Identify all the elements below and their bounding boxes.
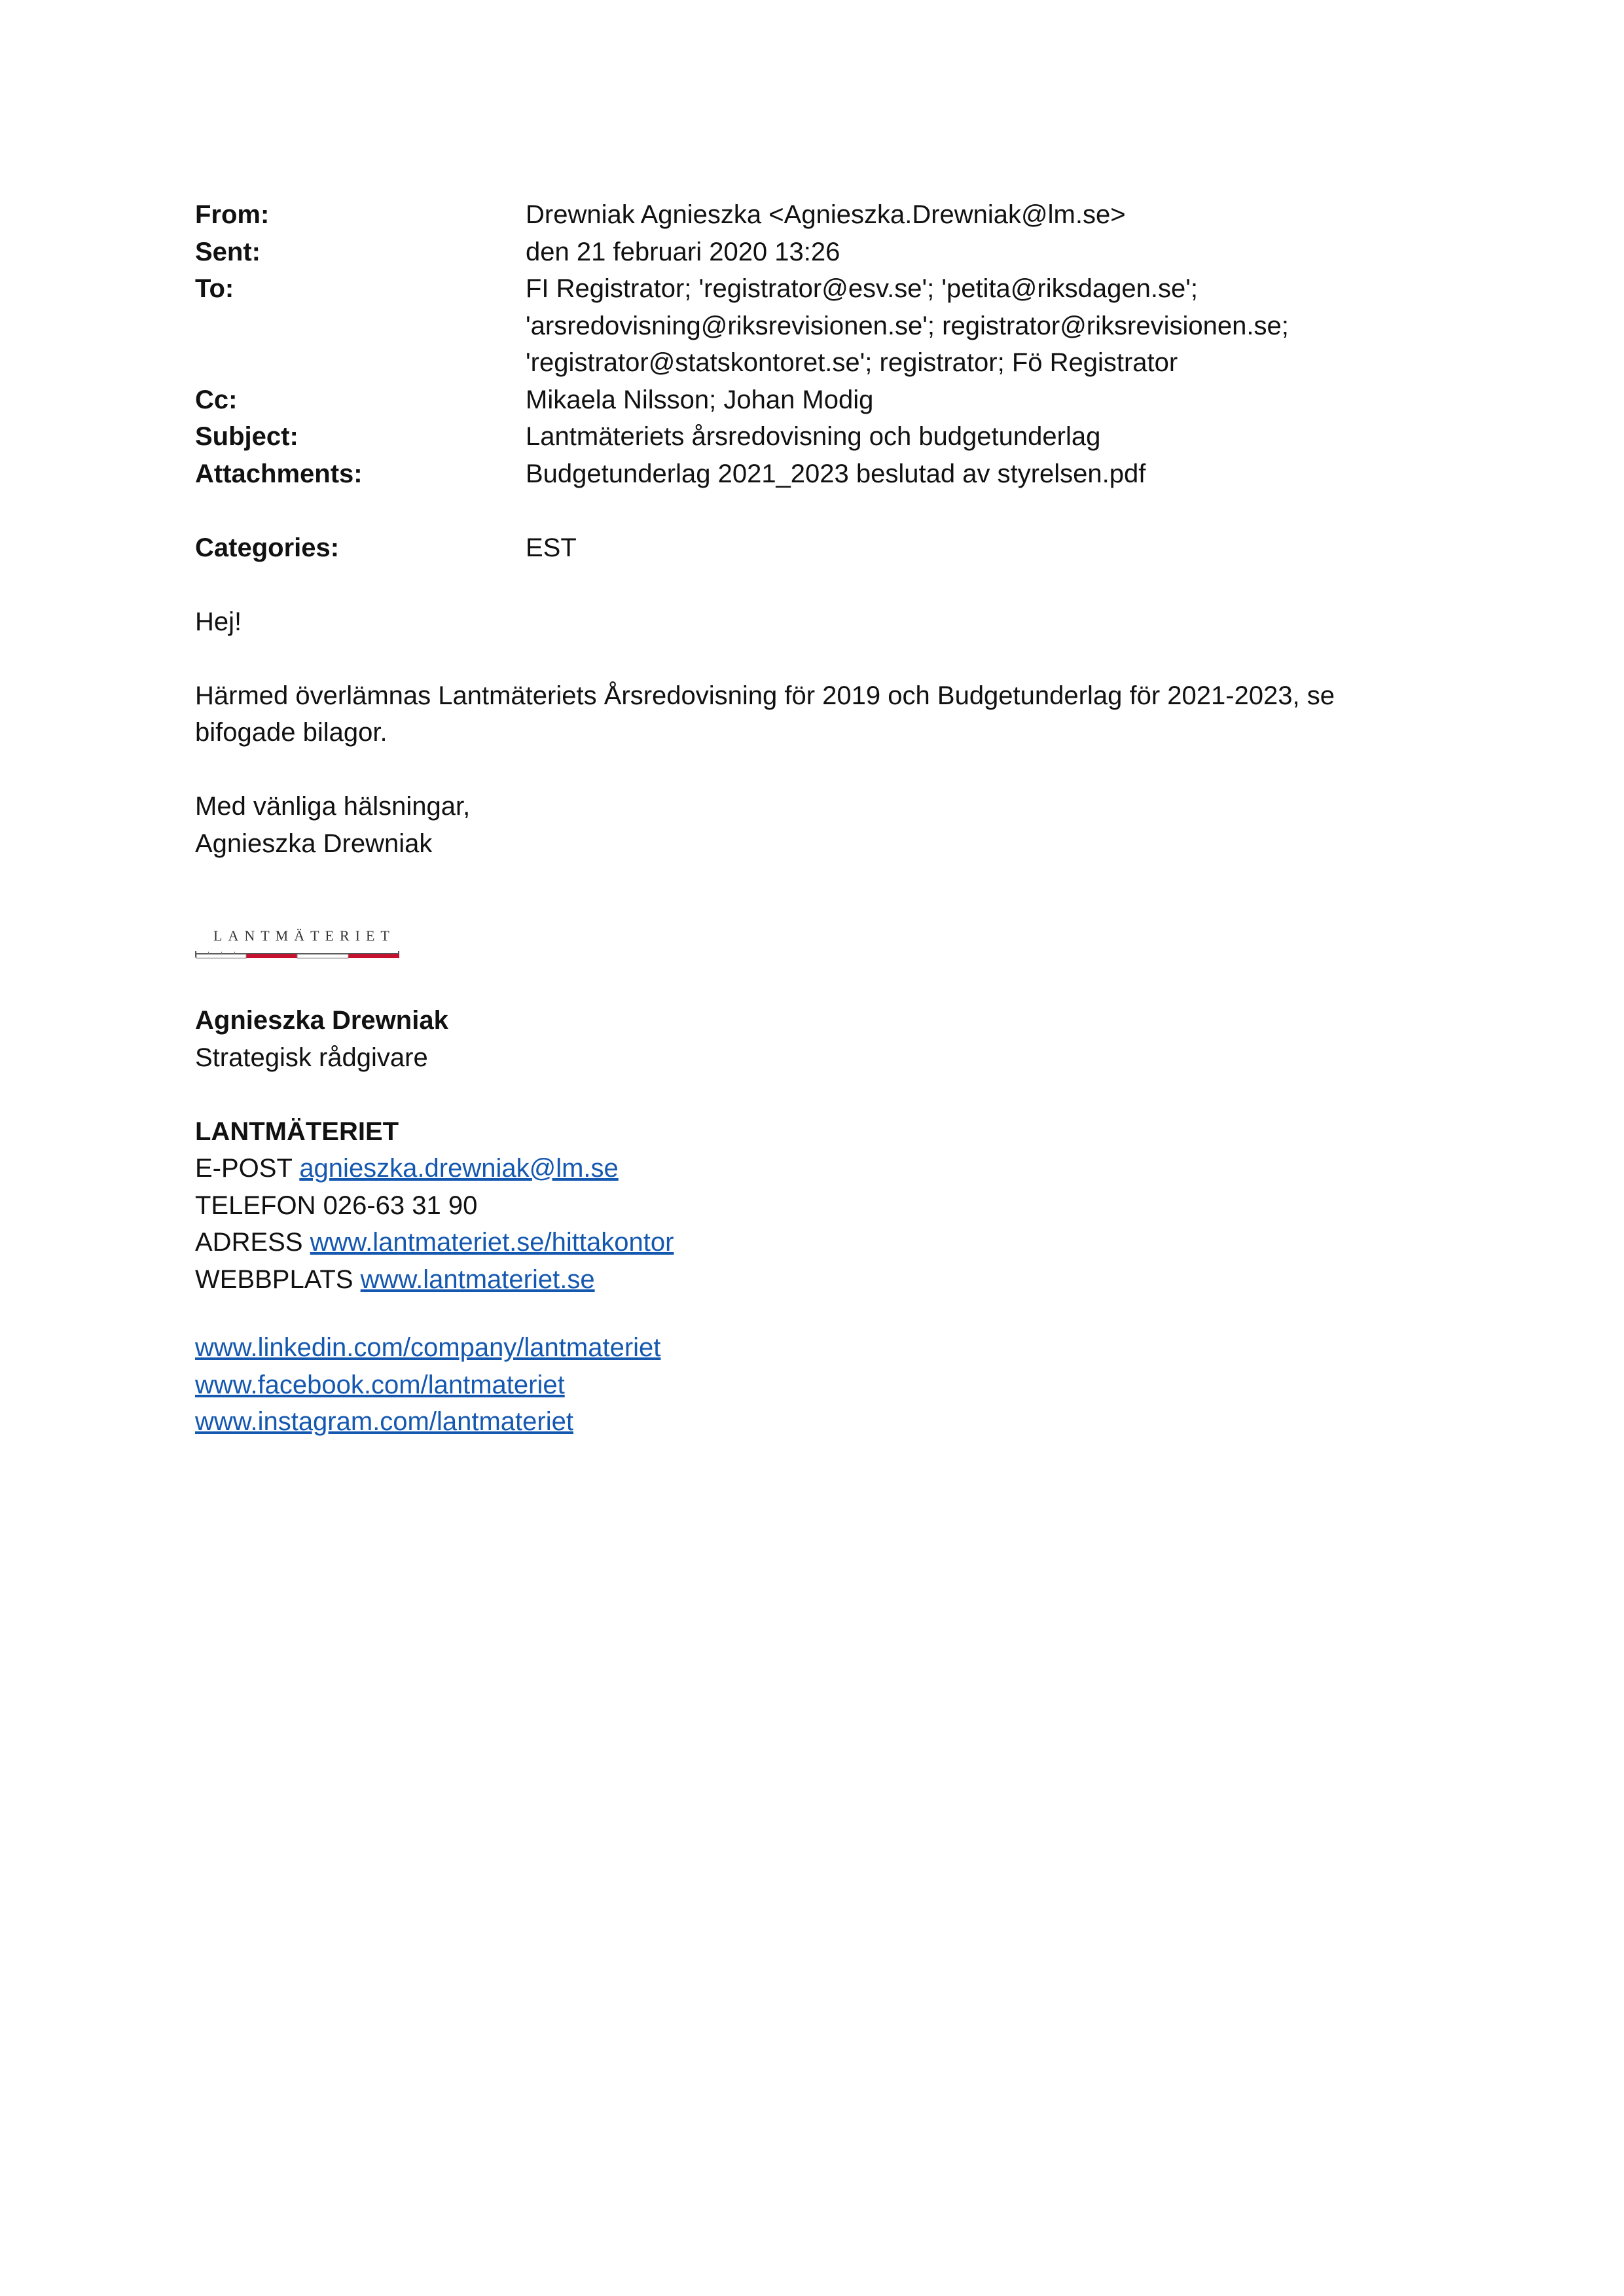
cc-label: Cc: [195,385,238,414]
sent-label: Sent: [195,237,261,266]
web-link[interactable]: www.lantmateriet.se [360,1265,595,1294]
attachment-filename[interactable]: Budgetunderlag 2021_2023 beslutad av styrelsen.pdf [526,459,1146,488]
social-links [195,1329,1439,1441]
logo-scale-bar [195,948,399,959]
spacer [195,492,1439,529]
cc-value: Mikaela Nilsson; Johan Modig [526,385,874,414]
email-link[interactable]: agnieszka.drewniak@lm.se [299,1154,619,1183]
spacer [195,566,1439,603]
closing-text: Med vänliga hälsningar, [195,792,471,821]
categories-value: EST [526,533,577,562]
logo-wordmark: LANTMÄTERIET [213,927,395,944]
subject-value: Lantmäteriets årsredovisning och budgetunderlag [526,422,1101,451]
instagram-link[interactable]: www.instagram.com/lantmateriet [195,1407,573,1436]
from-label: From: [195,200,270,229]
categories-label: Categories: [195,533,340,562]
attachments-label: Attachments: [195,459,363,488]
sent-value: den 21 februari 2020 13:26 [526,237,840,266]
spacer [195,640,1439,677]
address-label: ADRESS [195,1228,303,1257]
web-row [195,1261,1439,1299]
address-link[interactable]: www.lantmateriet.se/hittakontor [310,1228,674,1257]
to-line: 'registrator@statskontoret.se'; registrator; Fö Registrator [526,348,1178,377]
email-document [195,196,1439,1441]
spacer [195,751,1439,789]
to-value [526,270,1439,382]
closing [195,788,1439,862]
message-body [195,677,1439,751]
company-block [195,1113,1439,1299]
header-to-row [195,270,1439,382]
header-cc-row [195,382,1439,419]
linkedin-link[interactable]: www.linkedin.com/company/lantmateriet [195,1333,661,1362]
message-line: Härmed överlämnas Lantmäteriets Årsredovisning för 2019 och Budgetunderlag för 2021-2023, se [195,681,1335,710]
from-value: Drewniak Agnieszka <Agnieszka.Drewniak@lm.se> [526,200,1126,229]
closing-name: Agnieszka Drewniak [195,829,433,858]
phone-row [195,1187,1439,1225]
web-label: WEBBPLATS [195,1265,353,1294]
address-row [195,1224,1439,1261]
message-line: bifogade bilagor. [195,718,388,747]
header-categories-row [195,529,1439,567]
signature-block [195,1002,1439,1076]
subject-label: Subject: [195,422,298,451]
signature-name: Agnieszka Drewniak [195,1006,448,1035]
company-name: LANTMÄTERIET [195,1117,399,1146]
to-line: 'arsredovisning@riksrevisionen.se'; registrator@riksrevisionen.se; [526,311,1289,340]
header-subject-row [195,418,1439,456]
signature-title: Strategisk rådgivare [195,1043,428,1072]
header-attachments-row [195,456,1439,493]
to-label: To: [195,274,234,303]
header-sent-row [195,234,1439,271]
greeting: Hej! [195,607,242,636]
facebook-link[interactable]: www.facebook.com/lantmateriet [195,1370,565,1399]
email-label: E-POST [195,1154,293,1183]
email-row [195,1150,1439,1187]
lantmateriet-logo [195,927,401,964]
phone-value: 026-63 31 90 [323,1191,478,1220]
to-line: FI Registrator; 'registrator@esv.se'; 'petita@riksdagen.se'; [526,274,1198,303]
header-from-row [195,196,1439,234]
phone-label: TELEFON [195,1191,316,1220]
